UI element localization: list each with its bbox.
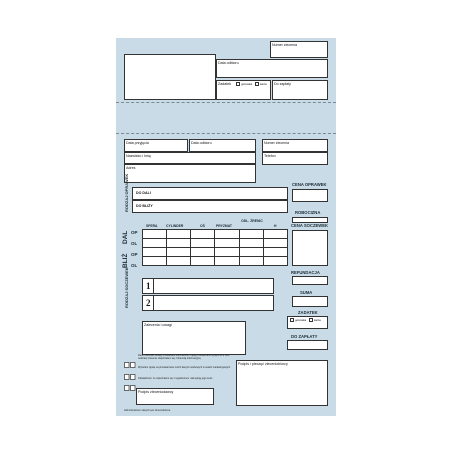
robocizna-label: ROBOCIZNA: [295, 210, 321, 215]
grid-cell[interactable]: [191, 257, 215, 266]
grid-cell[interactable]: [263, 239, 287, 248]
grid-cell[interactable]: [143, 248, 167, 257]
refundacja-label: REFUNDACJA: [291, 270, 320, 275]
column-odl-zrenic: ODL. ŹRENIC: [241, 219, 263, 223]
podpis-pieczec-field[interactable]: [236, 360, 328, 406]
karta-label: karta: [314, 318, 321, 322]
top-numer-zlecenia-field[interactable]: [270, 41, 328, 58]
grid-cell[interactable]: [191, 239, 215, 248]
grid-cell[interactable]: [239, 248, 263, 257]
top-karta-checkbox[interactable]: [255, 82, 259, 86]
grid-cell[interactable]: [215, 248, 239, 257]
lens-type-2-field[interactable]: [142, 295, 274, 311]
grid-cell[interactable]: [143, 257, 167, 266]
grid-cell[interactable]: [263, 230, 287, 239]
table-row: [143, 248, 288, 257]
telefon-field[interactable]: [262, 152, 328, 165]
footer-note: Administratorem danych jest zleceniobiorca.: [124, 409, 171, 412]
grid-cell[interactable]: [143, 239, 167, 248]
karta-checkbox[interactable]: [309, 318, 313, 322]
grid-cell[interactable]: [215, 257, 239, 266]
zadatek-label: ZADATEK: [298, 310, 318, 315]
data-przyjecia-label: Data przyjęcia: [126, 141, 149, 145]
do-dali-field[interactable]: [132, 187, 288, 200]
rodzaj-oprawek-label: RODZAJ OPRAWEK: [124, 173, 129, 212]
refundacja-field[interactable]: [292, 276, 328, 285]
lens-type-1-number-box: [142, 278, 154, 294]
column-h: H: [274, 224, 277, 228]
dal-op-label: OP: [131, 230, 138, 235]
column-os: OŚ: [200, 224, 205, 228]
column-sfera: SFERA: [146, 224, 158, 228]
grid-cell[interactable]: [239, 239, 263, 248]
prescription-grid: [142, 229, 288, 266]
nazwisko-imie-field[interactable]: [124, 152, 256, 164]
grid-cell[interactable]: [215, 230, 239, 239]
lens-type-2-number: 2: [146, 298, 151, 308]
bliz-ol-label: OL: [131, 263, 138, 268]
do-zaplaty-field[interactable]: [287, 340, 328, 350]
grid-cell[interactable]: [239, 257, 263, 266]
zalecenia-field[interactable]: [142, 321, 246, 355]
top-gotowka-label: gotówka: [241, 82, 253, 86]
suma-label: SUMA: [300, 290, 313, 295]
consent-checkboxes-icon: [124, 355, 136, 361]
table-row: [143, 230, 288, 239]
data-odbioru-field[interactable]: [189, 139, 256, 152]
numer-zlecenia-label: Numer zlecenia: [264, 141, 289, 145]
nazwisko-imie-label: Nazwisko i Imię: [126, 154, 151, 158]
lens-type-2-number-box: [142, 295, 154, 311]
lens-type-1-field[interactable]: [142, 278, 274, 294]
gotowka-checkbox[interactable]: [290, 318, 294, 322]
podpis-zleceniodawcy-label: Podpis zleceniodawcy: [138, 390, 174, 394]
podpis-zleceniodawcy-field[interactable]: [136, 388, 214, 405]
top-numer-zlecenia-label: Numer zlecenia: [272, 43, 297, 47]
bliz-op-label: OP: [131, 252, 138, 257]
bliz-label: BLIŻ: [122, 253, 129, 268]
podpis-pieczec-label: Podpis i pieczęć zleceniobiorcy: [238, 362, 288, 366]
top-do-zaplaty-field[interactable]: [272, 80, 328, 100]
grid-cell[interactable]: [191, 230, 215, 239]
do-blizy-field[interactable]: [132, 200, 288, 213]
dal-ol-label: OL: [131, 241, 138, 246]
do-blizy-label: DO BLIŻY: [136, 204, 153, 208]
rodzaj-soczewek-label: RODZAJ SOCZEWEK: [124, 267, 129, 308]
grid-cell[interactable]: [143, 230, 167, 239]
telefon-label: Telefon: [264, 154, 276, 158]
cena-soczewek-field[interactable]: [292, 230, 328, 266]
table-row: [143, 257, 288, 266]
adres-label: Adres: [126, 166, 136, 170]
top-zadatek-field[interactable]: [216, 80, 271, 100]
perforation-line: [116, 102, 336, 103]
grid-cell[interactable]: [191, 248, 215, 257]
data-przyjecia-field[interactable]: [124, 139, 188, 152]
top-do-zaplaty-label: Do zapłaty: [274, 82, 291, 86]
grid-cell[interactable]: [263, 257, 287, 266]
zadatek-field[interactable]: [287, 316, 328, 329]
grid-cell[interactable]: [239, 230, 263, 239]
perforation-line: [116, 133, 336, 134]
consent-checkboxes-icon: [124, 378, 136, 384]
top-gotowka-checkbox[interactable]: [236, 82, 240, 86]
grid-cell[interactable]: [167, 230, 191, 239]
logo-placeholder-box: [124, 54, 216, 100]
cena-soczewek-label: CENA SOCZEWEK: [291, 223, 329, 228]
table-row: [143, 239, 288, 248]
do-zaplaty-label: DO ZAPŁATY: [291, 334, 318, 339]
grid-cell[interactable]: [167, 257, 191, 266]
top-data-odbioru-label: Data odbioru: [218, 61, 239, 65]
adres-field[interactable]: [124, 164, 256, 183]
cena-oprawek-label: CENA OPRAWEK: [292, 182, 327, 187]
column-pryzmat: PRYZMAT: [216, 224, 233, 228]
data-odbioru-label: Data odbioru: [191, 141, 212, 145]
consent-checkboxes-icon: [124, 367, 136, 373]
cena-oprawek-field[interactable]: [292, 189, 328, 202]
numer-zlecenia-field[interactable]: [262, 139, 328, 152]
top-zadatek-label: Zadatek: [218, 82, 231, 86]
dal-label: DAL: [122, 230, 129, 244]
lens-type-1-number: 1: [146, 281, 151, 291]
zalecenia-label: Zalecenia i uwagi: [144, 323, 172, 327]
grid-cell[interactable]: [167, 239, 191, 248]
suma-field[interactable]: [292, 296, 328, 307]
top-karta-label: karta: [260, 82, 267, 86]
consent-text-3: Oświadczam, że zapoznałem się z regulaminem i akceptuję jego treść.: [138, 377, 213, 380]
gotowka-label: gotówka: [295, 318, 307, 322]
consent-text-1: Dane osobowe zostały przekazane dobrowolnie i będą przetwarzane wyłącznie w celu realizacji zlecenia. Zapoznałem się z klauzulą informacyjną.: [138, 354, 230, 360]
consent-text-2: Wyrażam zgodę na przetwarzanie moich danych osobowych w celach marketingowych.: [138, 366, 231, 369]
grid-cell[interactable]: [263, 248, 287, 257]
top-data-odbioru-field[interactable]: [216, 59, 328, 78]
grid-cell[interactable]: [215, 239, 239, 248]
do-dali-label: DO DALI: [136, 191, 151, 195]
grid-cell[interactable]: [167, 248, 191, 257]
column-cylinder: CYLINDER: [166, 224, 184, 228]
